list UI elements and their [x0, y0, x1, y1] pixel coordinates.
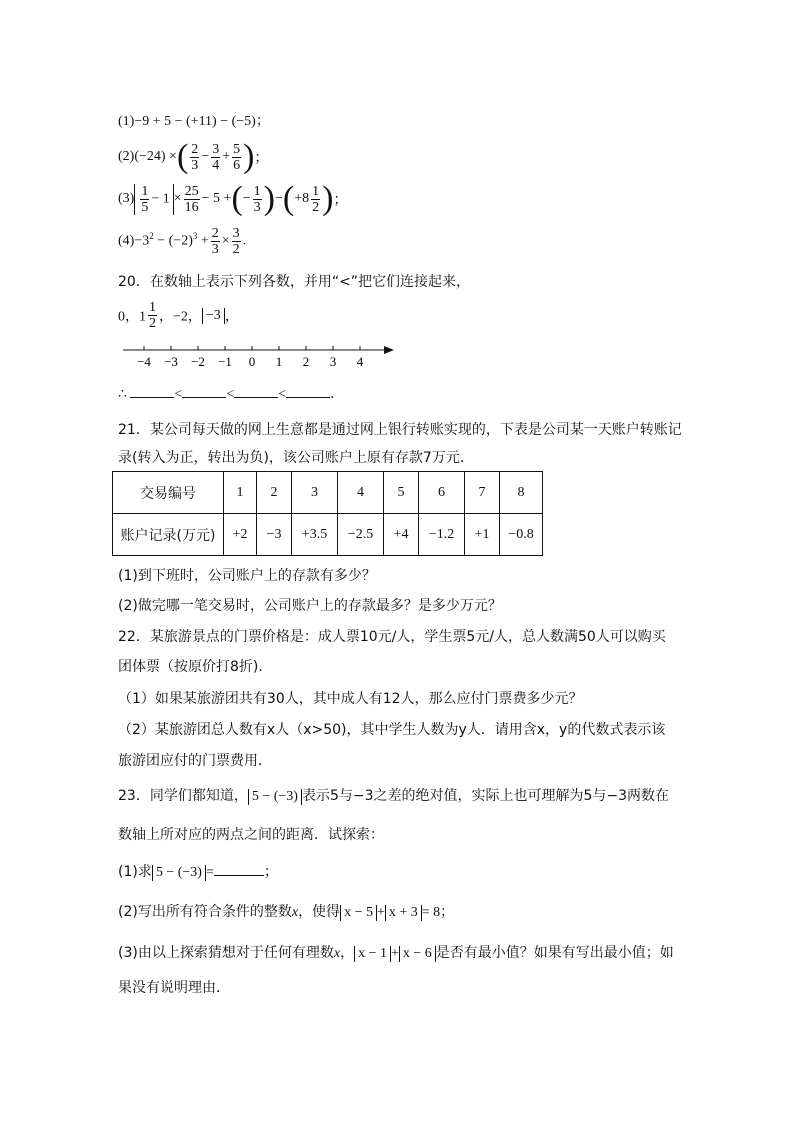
- denominator: 3: [211, 242, 219, 257]
- q19-part4: [118, 226, 246, 266]
- right-paren-large: ): [243, 138, 255, 175]
- table-row: [113, 514, 543, 556]
- therefore-symbol: ∴: [118, 387, 127, 402]
- text-span: (1)求: [118, 864, 152, 880]
- exponent: 3: [192, 231, 198, 242]
- number-line-tick-label: −2: [191, 354, 205, 369]
- arrow-icon: [384, 346, 394, 354]
- answer-blank[interactable]: [286, 397, 330, 398]
- table-cell: −2.5: [338, 514, 384, 556]
- number-line-tick-label: 2: [302, 354, 310, 369]
- number-line-tick-label: −1: [218, 354, 232, 369]
- right-paren-large: ): [263, 180, 275, 217]
- equals: =: [205, 865, 214, 880]
- table-cell: 2: [257, 472, 292, 514]
- q19-part3-prefix: (3): [118, 191, 135, 206]
- table-cell: +4: [384, 514, 419, 556]
- text-span: 23．同学们都知道，: [118, 788, 248, 804]
- table-cell: 5: [384, 472, 419, 514]
- q20-title: 20．在数轴上表示下列各数，并用“<”把它们连接起来，: [118, 274, 471, 290]
- table-cell: +1: [465, 514, 500, 556]
- q23-question1: [118, 861, 278, 881]
- operator: ×: [173, 191, 182, 206]
- operator: −: [201, 149, 210, 164]
- less-than: <: [226, 387, 235, 402]
- operator: +: [390, 946, 399, 961]
- q23-question2: [118, 901, 454, 921]
- period: ．: [330, 387, 345, 402]
- q21-line2: 录(转入为正，转出为负)，该公司账户上原有存款7万元．: [118, 450, 474, 466]
- q19-part3: [118, 182, 347, 222]
- numerator: 1: [253, 183, 261, 199]
- text-span: 是否有最小值？如果有写出最小值；如: [435, 945, 674, 961]
- right-paren-large: ): [322, 180, 334, 217]
- fraction: [140, 184, 149, 215]
- denominator: 2: [149, 316, 156, 331]
- number-line-tick-label: 3: [329, 354, 337, 369]
- q23-question3-cont: 果没有说明理由．: [118, 980, 230, 996]
- fraction: [148, 300, 157, 331]
- numerator: 2: [211, 226, 219, 241]
- q19-part2-prefix: (2)(−24) ×: [118, 149, 177, 164]
- q22-line1: 22．某旅游景点的门票价格是：成人票10元/人，学生票5元/人，总人数满50人可以购买: [118, 629, 666, 645]
- text-span: 表示5与−3之差的绝对值，实际上也可理解为5与−3两数在: [301, 788, 670, 804]
- absolute-value: 5 − (−3): [248, 789, 302, 805]
- table-cell: −1.2: [419, 514, 465, 556]
- numerator: 1: [149, 300, 156, 315]
- table-header-cell: 账户记录(万元): [113, 514, 224, 556]
- q23-line1: [118, 785, 669, 805]
- fraction: [211, 142, 220, 173]
- q19-part2: [118, 140, 268, 180]
- left-paren-large: (: [231, 180, 243, 217]
- variable: x: [333, 946, 341, 961]
- number-line-tick-label: −4: [137, 354, 151, 369]
- number-list-text: 0，1: [118, 309, 146, 325]
- number-line-tick-label: 4: [356, 354, 364, 369]
- denominator: 2: [232, 242, 240, 257]
- answer-blank[interactable]: [234, 397, 278, 398]
- answer-blank[interactable]: [214, 875, 264, 876]
- denominator: 16: [184, 199, 199, 215]
- table-cell: 1: [224, 472, 257, 514]
- punctuation: ；: [254, 151, 269, 166]
- q23-question3: [118, 942, 674, 962]
- punctuation: ，: [224, 309, 239, 325]
- numerator: 25: [184, 183, 199, 199]
- absolute-value: [134, 184, 173, 215]
- fraction: [311, 184, 320, 215]
- punctuation: ；: [333, 193, 348, 208]
- q22-question1: （1）如果某旅游团共有30人，其中成人有12人，那么应付门票费多少元？: [118, 691, 583, 707]
- operator: −: [275, 191, 283, 206]
- transaction-table: [112, 471, 543, 556]
- punctuation: ；: [263, 864, 278, 880]
- q21-line1: 21．某公司每天做的网上生意都是通过网上银行转账实现的，下表是公司某一天账户转账记: [118, 422, 682, 438]
- left-paren-large: (: [176, 138, 189, 175]
- q23-line2: 数轴上所对应的两点之间的距离．试探索：: [118, 827, 384, 843]
- q22-line2: 团体票（按原价打8折)．: [118, 659, 273, 675]
- less-than: <: [174, 387, 183, 402]
- table-cell: 3: [292, 472, 338, 514]
- q20-answer-line: [118, 383, 344, 403]
- text-span: ，使得: [298, 904, 341, 920]
- number-line-tick-label: 1: [275, 354, 283, 369]
- punctuation: .: [242, 233, 247, 249]
- absolute-value: x − 1: [354, 946, 391, 962]
- punctuation: ，: [340, 945, 355, 961]
- absolute-value: x + 3: [385, 905, 422, 921]
- expression-text: (4)−3: [118, 233, 150, 249]
- absolute-value: x − 5: [340, 905, 377, 921]
- fraction: [211, 226, 220, 257]
- exponent: 2: [149, 231, 154, 242]
- q21-question1: (1)到下班时，公司账户上的存款有多少？: [118, 568, 376, 584]
- answer-blank[interactable]: [130, 397, 174, 398]
- q22-question2: （2）某旅游团总人数有x人（x>50)，其中学生人数为y人．请用含x，y的代数式表示该: [118, 722, 666, 738]
- q21-question2: (2)做完哪一笔交易时，公司账户上的存款最多？是多少万元？: [118, 598, 502, 614]
- numerator: 3: [232, 226, 240, 241]
- fraction: [184, 184, 200, 215]
- operator: +: [197, 233, 209, 249]
- table-cell: 6: [419, 472, 465, 514]
- number-line-tick-label: 0: [248, 354, 256, 369]
- denominator: 4: [212, 157, 220, 173]
- table-cell: 8: [500, 472, 543, 514]
- expression-text: +8: [294, 191, 310, 206]
- numerator: 5: [233, 141, 241, 157]
- numerator: 1: [312, 183, 320, 199]
- expression-text: − (−2): [153, 233, 193, 249]
- absolute-value: −3: [202, 308, 225, 324]
- fraction: [232, 226, 241, 257]
- table-header-cell: 交易编号: [113, 472, 224, 514]
- table-cell: −0.8: [500, 514, 543, 556]
- fraction: [253, 184, 262, 215]
- number-line-tick-label: −3: [164, 354, 178, 369]
- denominator: 3: [253, 199, 261, 215]
- numerator: 3: [212, 141, 220, 157]
- q19-part1: [118, 110, 270, 130]
- expression-text: − 1: [151, 191, 170, 207]
- denominator: 6: [233, 157, 241, 173]
- less-than: <: [278, 387, 287, 402]
- text-span: = 8；: [421, 905, 455, 920]
- number-list-text: ，−2，: [159, 309, 202, 325]
- table-cell: +2: [224, 514, 257, 556]
- numerator: 2: [191, 141, 199, 157]
- operator: +: [376, 905, 385, 920]
- number-line: [118, 338, 408, 374]
- denominator: 2: [312, 199, 320, 215]
- q20-numbers: [118, 300, 239, 336]
- operator: ×: [221, 233, 230, 249]
- denominator: 5: [141, 199, 149, 215]
- q22-question2-cont: 旅游团应付的门票费用．: [118, 753, 272, 769]
- table-cell: 7: [465, 472, 500, 514]
- text-span: (3)由以上探索猜想对于任何有理数: [118, 945, 334, 961]
- table-cell: +3.5: [292, 514, 338, 556]
- left-paren-large: (: [282, 180, 295, 217]
- fraction: [190, 142, 199, 173]
- denominator: 3: [191, 157, 199, 173]
- numerator: 1: [141, 183, 149, 199]
- fraction: [232, 142, 241, 173]
- text-span: (2)写出所有符合条件的整数: [118, 904, 292, 920]
- table-cell: 4: [338, 472, 384, 514]
- absolute-value: x − 6: [399, 946, 436, 962]
- variable: x: [291, 905, 299, 920]
- table-cell: −3: [257, 514, 292, 556]
- expression-text: − 5 +: [201, 191, 232, 206]
- q19-part1-expr: (1)−9 + 5 − (+11) − (−5)；: [118, 114, 270, 129]
- table-row: [113, 472, 543, 514]
- absolute-value: 5 − (−3): [152, 865, 206, 881]
- operator: −: [242, 191, 251, 206]
- answer-blank[interactable]: [182, 397, 226, 398]
- operator: +: [222, 149, 231, 164]
